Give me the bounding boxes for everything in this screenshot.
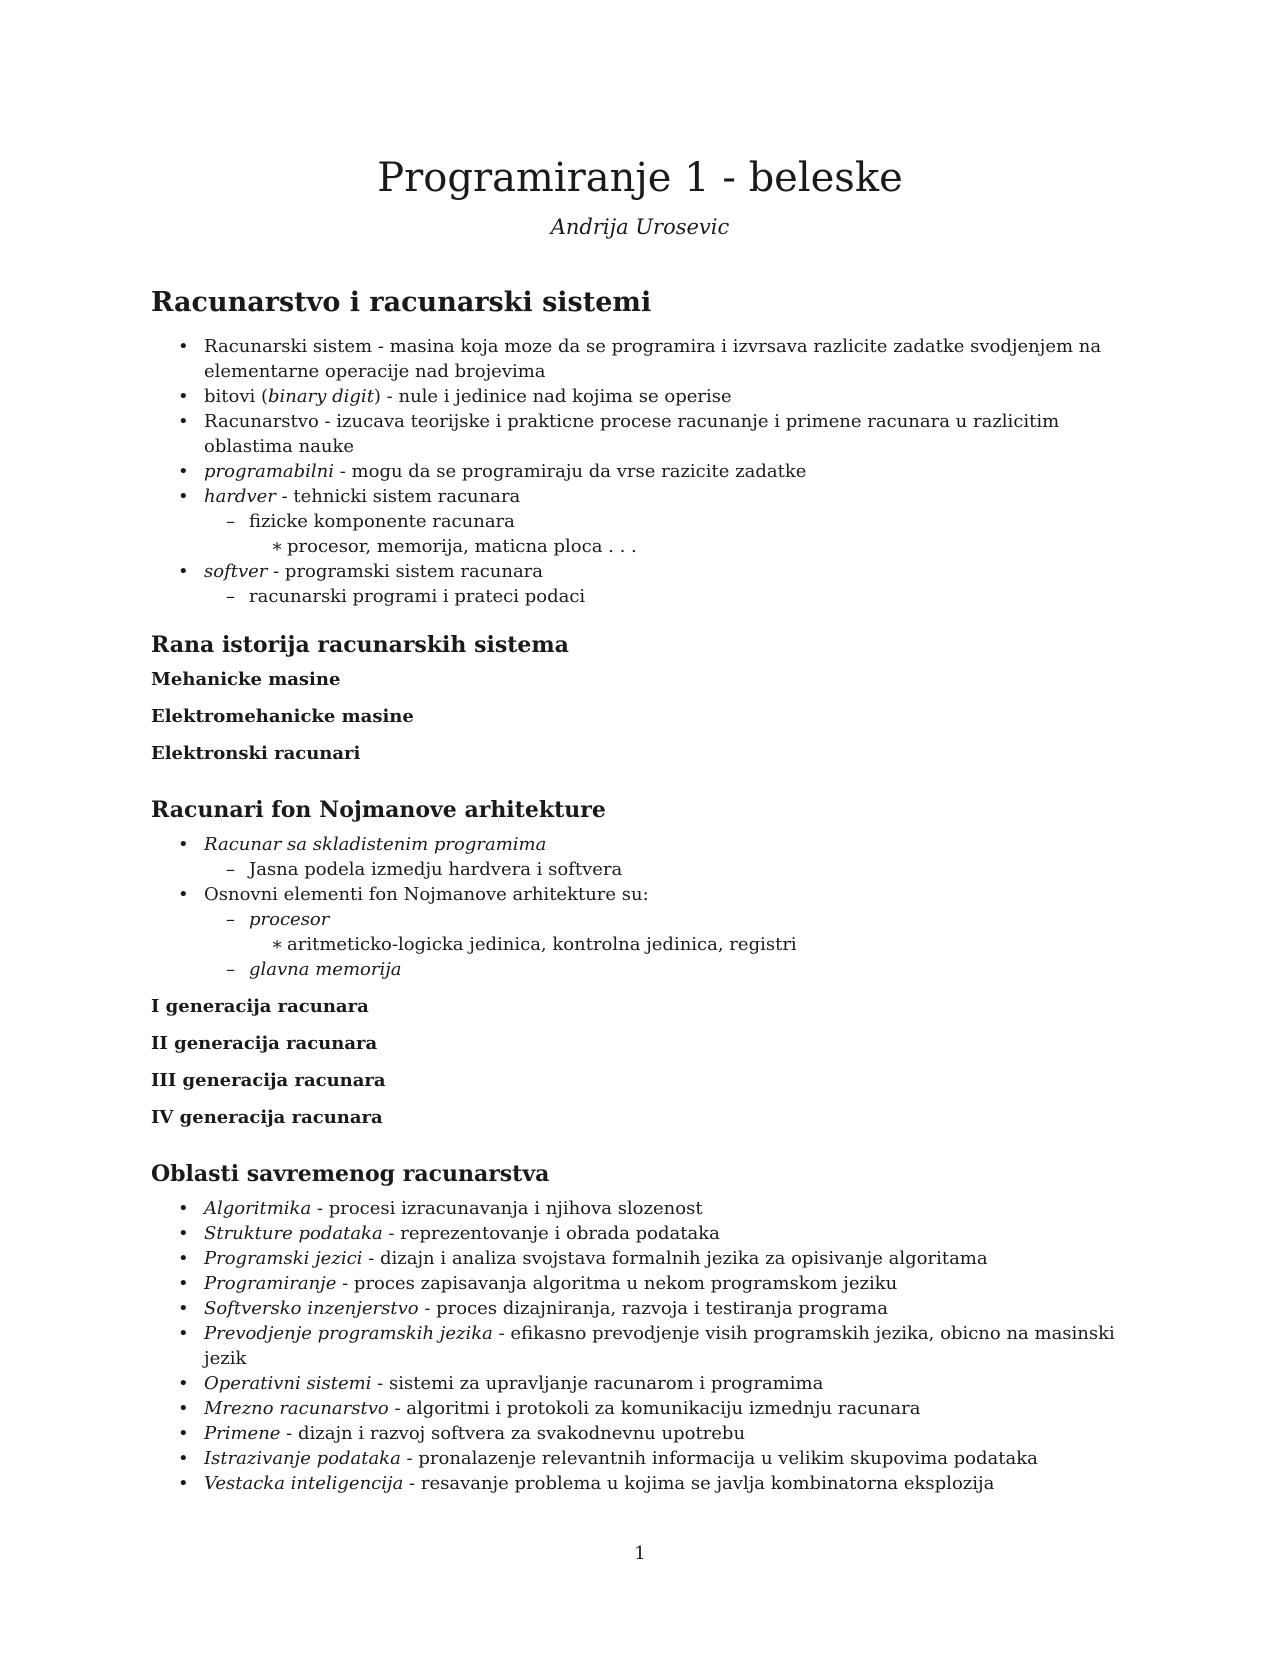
paragraph-heading: IV generacija racunara xyxy=(151,1107,383,1128)
list-item: • Racunarstvo - izucava teorijske i prakticne procese racunanje i primene racunara u razlicitim oblastima nauke xyxy=(151,409,1131,459)
subsection-heading: Oblasti savremenog racunarstva xyxy=(151,1161,550,1187)
subsection-heading: Rana istorija racunarskih sistema xyxy=(151,632,569,658)
list-item: • Racunarski sistem - masina koja moze da se programira i izvrsava razlicite zadatke svodjenjem na elementarne operacije nad brojevima xyxy=(151,334,1131,384)
paragraph-heading: Elektromehanicke masine xyxy=(151,706,414,727)
sub-sub-list-item: ∗ aritmeticko-logicka jedinica, kontrolna jedinica, registri xyxy=(249,932,1131,957)
sub-sub-list xyxy=(249,932,1131,957)
sub-list-item: – racunarski programi i prateci podaci xyxy=(204,584,1131,609)
document-title: Programiranje 1 - beleske xyxy=(377,155,903,201)
sub-list-item: – fizicke komponente racunara ∗ procesor, memorija, maticna ploca . . . xyxy=(204,509,1131,559)
bullet-list xyxy=(151,334,1131,609)
sub-list xyxy=(204,907,1131,982)
paragraph-heading: II generacija racunara xyxy=(151,1033,378,1054)
bullet-list xyxy=(151,1196,1131,1496)
list-item: • softver - programski sistem racunara – racunarski programi i prateci podaci xyxy=(151,559,1131,609)
list-item: • Vestacka inteligencija - resavanje problema u kojima se javlja kombinatorna eksplozija xyxy=(151,1471,1131,1496)
page-number: 1 xyxy=(634,1543,646,1564)
list-item: • Racunar sa skladistenim programima – Jasna podela izmedju hardvera i softvera xyxy=(151,832,1131,882)
list-item: • bitovi (binary digit) - nule i jedinice nad kojima se operise xyxy=(151,384,1131,409)
list-item: • Prevodjenje programskih jezika - efikasno prevodjenje visih programskih jezika, obicno na masinski jezik xyxy=(151,1321,1131,1371)
list-item: • Strukture podataka - reprezentovanje i obrada podataka xyxy=(151,1221,1131,1246)
paragraph-heading: Elektronski racunari xyxy=(151,743,361,764)
sub-sub-list-item: ∗ procesor, memorija, maticna ploca . . . xyxy=(249,534,1131,559)
sub-list xyxy=(204,857,1131,882)
bullet-list xyxy=(151,832,1131,982)
list-item: • hardver - tehnicki sistem racunara – fizicke komponente racunara ∗ procesor, memorija, maticna ploca . . . xyxy=(151,484,1131,559)
list-item: • Programiranje - proces zapisavanja algoritma u nekom programskom jeziku xyxy=(151,1271,1131,1296)
list-item: • programabilni - mogu da se programiraju da vrse razicite zadatke xyxy=(151,459,1131,484)
list-item: • Programski jezici - dizajn i analiza svojstava formalnih jezika za opisivanje algoritama xyxy=(151,1246,1131,1271)
sub-list xyxy=(204,509,1131,559)
list-item: • Softversko inzenjerstvo - proces dizajniranja, razvoja i testiranja programa xyxy=(151,1296,1131,1321)
list-item: • Operativni sistemi - sistemi za upravljanje racunarom i programima xyxy=(151,1371,1131,1396)
list-item: • Istrazivanje podataka - pronalazenje relevantnih informacija u velikim skupovima podataka xyxy=(151,1446,1131,1471)
sub-sub-list xyxy=(249,534,1131,559)
subsection-heading: Racunari fon Nojmanove arhitekture xyxy=(151,797,606,823)
paragraph-heading: Mehanicke masine xyxy=(151,669,341,690)
paragraph-heading: I generacija racunara xyxy=(151,996,369,1017)
section-heading: Racunarstvo i racunarski sistemi xyxy=(151,287,652,318)
document-body xyxy=(151,286,1131,1496)
sub-list xyxy=(204,584,1131,609)
sub-list-item: – procesor ∗ aritmeticko-logicka jedinica, kontrolna jedinica, registri xyxy=(204,907,1131,957)
sub-list-item: – Jasna podela izmedju hardvera i softvera xyxy=(204,857,1131,882)
list-item: • Primene - dizajn i razvoj softvera za svakodnevnu upotrebu xyxy=(151,1421,1131,1446)
list-item: • Osnovni elementi fon Nojmanove arhitekture su: – procesor ∗ aritmeticko-logicka jedinica, kontrolna jedinica, registri – glavna memorija xyxy=(151,882,1131,982)
sub-list-item: – glavna memorija xyxy=(204,957,1131,982)
list-item: • Algoritmika - procesi izracunavanja i njihova slozenost xyxy=(151,1196,1131,1221)
paragraph-heading: III generacija racunara xyxy=(151,1070,386,1091)
document-author: Andrija Urosevic xyxy=(550,215,730,239)
list-item: • Mrezno racunarstvo - algoritmi i protokoli za komunikaciju izmednju racunara xyxy=(151,1396,1131,1421)
